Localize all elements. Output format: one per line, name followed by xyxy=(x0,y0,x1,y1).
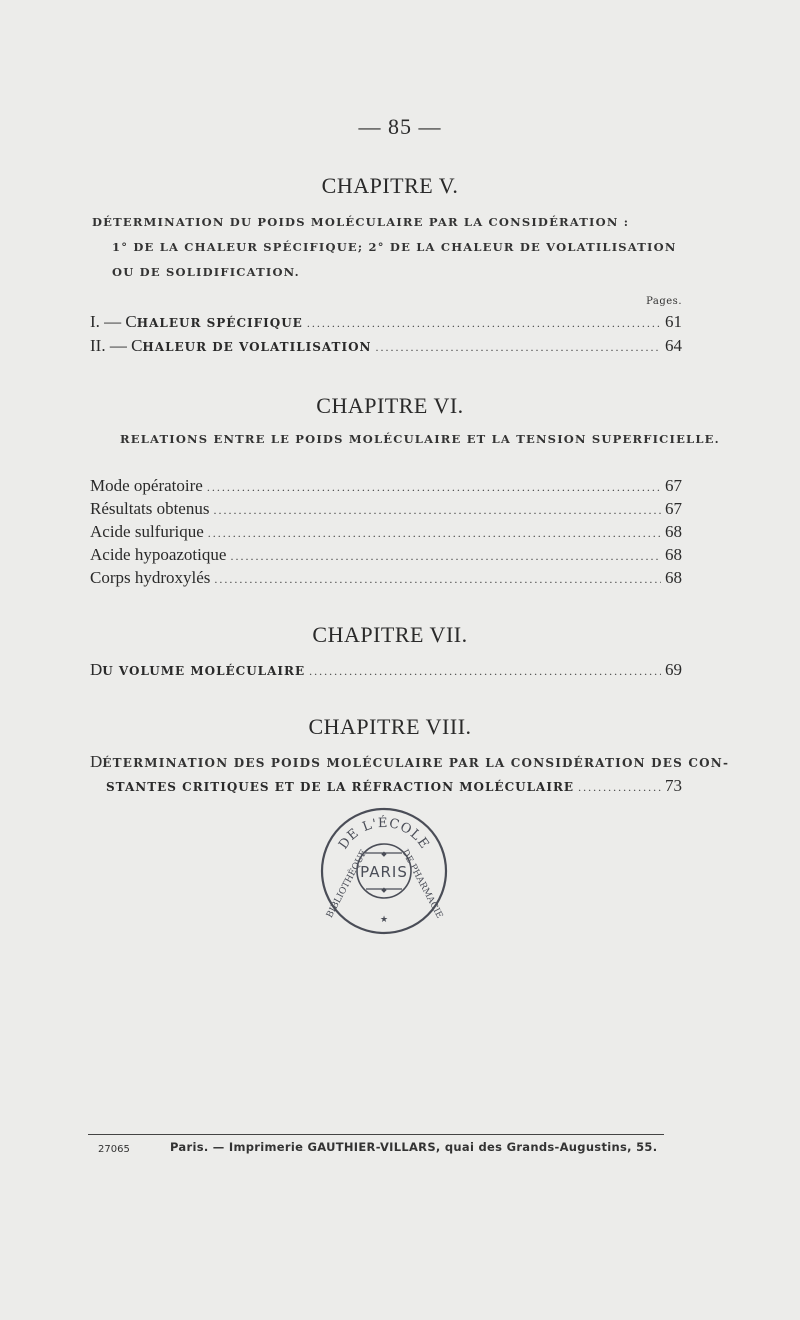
toc-entry xyxy=(90,476,682,500)
toc-entry xyxy=(90,522,682,546)
imprint: Paris. — Imprimerie GAUTHIER-VILLARS, quai des Grands-Augustins, 55. xyxy=(170,1140,658,1154)
pages-heading: Pages. xyxy=(646,296,682,307)
toc-leader-dots xyxy=(230,549,661,564)
library-stamp xyxy=(318,805,450,937)
chapter-6-title: CHAPITRE VI. xyxy=(316,393,464,418)
chapter-5-subtitle-line-3: OU DE SOLIDIFICATION. xyxy=(112,265,300,279)
chapter-6-subtitle: RELATIONS ENTRE LE POIDS MOLÉCULAIRE ET LA TENSION SUPERFICIELLE. xyxy=(120,432,720,446)
toc-leader-dots xyxy=(207,480,661,495)
toc-leader-dots xyxy=(309,664,661,679)
stamp-center-text: PARIS xyxy=(360,863,408,881)
svg-text:◆: ◆ xyxy=(381,850,387,858)
toc-entry xyxy=(90,312,682,336)
toc-entry-page: 68 xyxy=(665,545,682,564)
toc-entry-label: Acide hypoazotique xyxy=(90,545,227,564)
toc-entry-page: 67 xyxy=(665,476,682,495)
toc-leader-dots xyxy=(214,572,661,587)
toc-entry-page: 64 xyxy=(665,336,682,355)
toc-entry-page: 68 xyxy=(665,568,682,587)
toc-entry-page: 69 xyxy=(665,660,682,679)
toc-entry-label: DU VOLUME MOLÉCULAIRE xyxy=(90,660,306,679)
chapter-5-subtitle-line-2: 1° DE LA CHALEUR SPÉCIFIQUE; 2° DE LA CHALEUR DE VOLATILISATION xyxy=(112,240,677,254)
stamp-star-icon: ★ xyxy=(379,915,389,925)
toc-entry-page: 73 xyxy=(665,776,682,795)
toc-entry-label: I. — CHALEUR SPÉCIFIQUE xyxy=(90,312,303,331)
toc-entry xyxy=(90,545,682,569)
toc-entry-page: 68 xyxy=(665,522,682,541)
stamp-right-text: DE PHARMACIE xyxy=(399,847,445,921)
stamp-left-text: BIBLIOTHÈQUE xyxy=(325,848,370,920)
toc-entry-label: Acide sulfurique xyxy=(90,522,204,541)
toc-entry-label: Corps hydroxylés xyxy=(90,568,211,587)
toc-leader-dots xyxy=(213,503,661,518)
toc-entry xyxy=(90,499,682,523)
toc-entry-label: STANTES CRITIQUES ET DE LA RÉFRACTION MOLÉCULAIRE xyxy=(106,780,575,794)
toc-entry xyxy=(90,568,682,592)
toc-leader-dots xyxy=(376,340,661,355)
toc-entry-label: II. — CHALEUR DE VOLATILISATION xyxy=(90,336,372,355)
toc-entry-page: 67 xyxy=(665,499,682,518)
chapter-7-title: CHAPITRE VII. xyxy=(312,622,468,647)
toc-entry-label: Résultats obtenus xyxy=(90,499,210,518)
stamp-top-text: DE L'ÉCOLE xyxy=(336,815,432,853)
footer-rule xyxy=(88,1134,664,1135)
toc-leader-dots xyxy=(208,526,661,541)
toc-entry-label: Mode opératoire xyxy=(90,476,203,495)
toc-leader-dots xyxy=(578,780,661,795)
chapter-8-title: CHAPITRE VIII. xyxy=(308,714,472,739)
print-number: 27065 xyxy=(98,1144,130,1155)
chapter-8-entry-line-1: DÉTERMINATION DES POIDS MOLÉCULAIRE PAR LA CONSIDÉRATION DES CON- xyxy=(90,752,730,771)
svg-text:◆: ◆ xyxy=(381,886,387,894)
toc-leader-dots xyxy=(307,316,661,331)
toc-entry xyxy=(90,336,682,360)
toc-entry xyxy=(106,776,682,800)
toc-entry-page: 61 xyxy=(665,312,682,331)
chapter-5-title: CHAPITRE V. xyxy=(321,173,459,198)
page-number: — 85 — xyxy=(358,114,442,139)
toc-entry xyxy=(90,660,682,684)
chapter-5-subtitle-line-1: DÉTERMINATION DU POIDS MOLÉCULAIRE PAR LA CONSIDÉRATION : xyxy=(92,215,630,229)
